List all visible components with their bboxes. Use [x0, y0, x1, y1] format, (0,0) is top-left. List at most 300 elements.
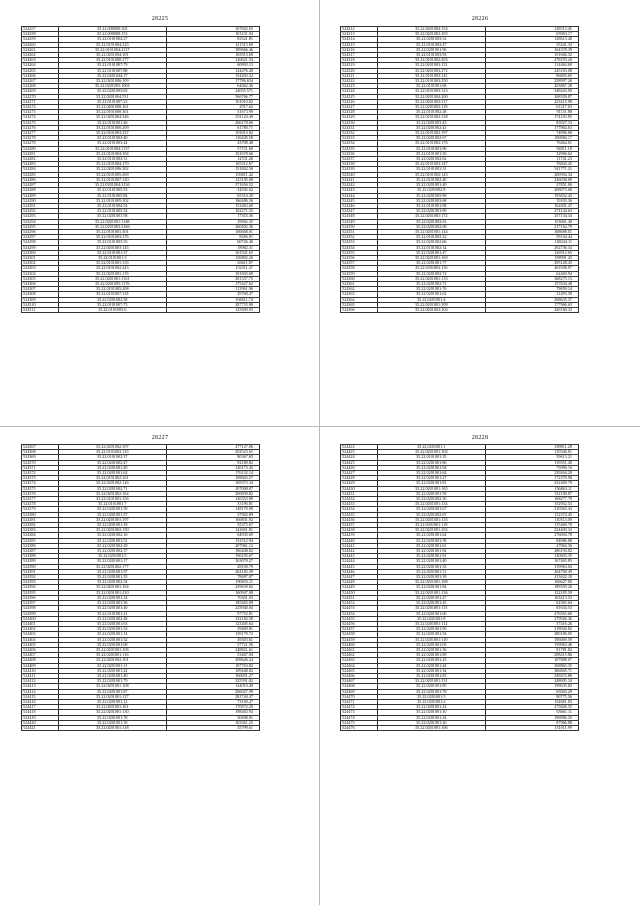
row-number-cell: 524342 [341, 183, 378, 188]
row-number-cell: 524307 [22, 287, 59, 292]
row-number-cell: 524282 [22, 157, 59, 162]
value-cell: 76301.03 [167, 595, 260, 600]
cadastral-number-cell: 35.22.0201003:145 [58, 245, 166, 250]
value-cell: 11741.23 [486, 157, 579, 162]
value-cell: 166486.36 [167, 198, 260, 203]
cadastral-number-cell: 35.22.0201001:106 [377, 725, 485, 730]
table-row [22, 307, 260, 312]
value-cell: 33196.81 [167, 502, 260, 507]
cadastral-number-cell: 35.22.0201001:78 [58, 715, 166, 720]
cadastral-number-cell: 35.22.0201001:49 [58, 673, 166, 678]
value-cell: 168688.01 [486, 229, 579, 234]
statement-table [340, 26, 579, 313]
cadastral-number-cell: 35.22.0201001:138 [58, 725, 166, 730]
row-number-cell: 524269 [22, 89, 59, 94]
row-number-cell: 524300 [22, 250, 59, 255]
row-number-cell: 524286 [22, 177, 59, 182]
value-cell: 43708.48 [167, 141, 260, 146]
row-number-cell: 524458 [341, 632, 378, 637]
cadastral-number-cell: 35.22.0101002:128 [377, 115, 485, 120]
row-number-cell: 524464 [341, 663, 378, 668]
value-cell: 142661.81 [167, 528, 260, 533]
cadastral-number-cell: 35.22.0101005:208 [58, 287, 166, 292]
row-number-cell: 524261 [22, 47, 59, 52]
value-cell: 97752.81 [167, 611, 260, 616]
cadastral-number-cell: 35.22.0201003:272 [377, 68, 485, 73]
value-cell: 401938.97 [486, 266, 579, 271]
row-number-cell: 524328 [341, 110, 378, 115]
value-cell: 57721.56 [167, 642, 260, 647]
value-cell: 196986.25 [486, 715, 579, 720]
cadastral-number-cell: 35.22.0201002:104 [377, 307, 485, 312]
value-cell: 31673.99 [167, 110, 260, 115]
cadastral-number-cell: 35.22.0201001:31 [58, 538, 166, 543]
cadastral-number-cell: 35.22.0201001:35 [58, 575, 166, 580]
cadastral-number-cell: 35.22.0201001:47 [377, 250, 485, 255]
value-cell: 163078.27 [167, 559, 260, 564]
cadastral-number-cell: 35.22.0201001:210 [58, 590, 166, 595]
row-number-cell: 524398 [22, 606, 59, 611]
value-cell: 165312.67 [167, 162, 260, 167]
cadastral-number-cell: 35.22.0201001:197 [58, 517, 166, 522]
row-number-cell: 524340 [341, 172, 378, 177]
value-cell: 61317.63 [486, 105, 579, 110]
row-number-cell: 524361 [341, 281, 378, 286]
row-number-cell: 524409 [22, 663, 59, 668]
value-cell: 115469.78 [486, 523, 579, 528]
value-cell: 177966.63 [486, 302, 579, 307]
value-cell: 152311.47 [167, 266, 260, 271]
cadastral-number-cell: 35.22.0201001:10 [377, 710, 485, 715]
row-number-cell: 524442 [341, 549, 378, 554]
cadastral-number-cell: 35.22.0201002:66 [377, 240, 485, 245]
row-number-cell: 524382 [22, 523, 59, 528]
cadastral-number-cell: 35.22.0101007:120 [58, 177, 166, 182]
row-number-cell: 524301 [22, 255, 59, 260]
row-number-cell: 524447 [341, 575, 378, 580]
cadastral-number-cell: 35.22.0201001:14 [58, 632, 166, 637]
cadastral-number-cell: 35.22.0101003:123 [377, 89, 485, 94]
value-cell: 17353.36 [167, 214, 260, 219]
cadastral-number-cell: 35.22.0101003:141 [377, 73, 485, 78]
cadastral-number-cell: 35.22.0101005:269 [58, 172, 166, 177]
value-cell: 148244.11 [486, 240, 579, 245]
value-cell: 100084.17 [486, 136, 579, 141]
row-number-cell: 524349 [341, 219, 378, 224]
row-number-cell: 524388 [22, 554, 59, 559]
row-number-cell: 524266 [22, 73, 59, 78]
row-number-cell: 524260 [22, 42, 59, 47]
cadastral-number-cell: 35.22.0101007:118 [58, 292, 166, 297]
value-cell: 60726.40 [167, 240, 260, 245]
row-number-cell: 524440 [341, 538, 378, 543]
row-number-cell: 524385 [22, 538, 59, 543]
row-number-cell: 524306 [22, 281, 59, 286]
value-cell: 2917.62 [167, 105, 260, 110]
value-cell: 63661.11 [486, 710, 579, 715]
row-number-cell: 524415 [22, 694, 59, 699]
cadastral-number-cell: 35.22.0201001:32 [58, 637, 166, 642]
value-cell: 152182.58 [167, 616, 260, 621]
cadastral-number-cell: 35.22.0201001:57 [58, 512, 166, 517]
value-cell: 29962.35 [167, 219, 260, 224]
cadastral-number-cell: 35.22.0201004:346 [58, 115, 166, 120]
value-cell: 35241.33 [486, 42, 579, 47]
row-number-cell: 524257 [22, 27, 59, 32]
value-cell: 162401.47 [486, 203, 579, 208]
cadastral-number-cell: 35.22.0101001:35 [377, 455, 485, 460]
cadastral-number-cell: 35.22.0201001:89 [377, 653, 485, 658]
row-number-cell: 524462 [341, 653, 378, 658]
value-cell: 60993.13 [167, 63, 260, 68]
cadastral-number-cell: 35.22.0201001:81 [377, 481, 485, 486]
page-number-title: 28227 [151, 435, 169, 441]
row-number-cell: 524439 [341, 533, 378, 538]
row-number-cell: 524381 [22, 517, 59, 522]
cadastral-number-cell: 35.22.0201001:160 [377, 255, 485, 260]
row-number-cell: 524457 [341, 627, 378, 632]
value-cell: 245103.08 [486, 68, 579, 73]
row-number-cell: 524445 [341, 564, 378, 569]
row-number-cell: 524262 [22, 53, 59, 58]
row-number-cell: 524468 [341, 684, 378, 689]
value-cell: 159063.46 [486, 642, 579, 647]
row-number-cell: 524417 [22, 705, 59, 710]
row-number-cell: 524475 [341, 720, 378, 725]
value-cell: 94011.18 [486, 146, 579, 151]
cadastral-number-cell: 35.22.0201005:89 [377, 193, 485, 198]
value-cell: 80367.65 [167, 455, 260, 460]
value-cell: 207961.12 [167, 543, 260, 548]
cadastral-number-cell: 35.22.0201001:44 [377, 663, 485, 668]
cadastral-number-cell: 35.22.0101004:54 [58, 203, 166, 208]
cadastral-number-cell: 35.22.0201001:33 [58, 627, 166, 632]
cadastral-number-cell: 35.22.0201001:115 [377, 606, 485, 611]
row-number-cell: 524360 [341, 276, 378, 281]
value-cell: 53467.94 [167, 653, 260, 658]
row-number-cell: 524375 [22, 486, 59, 491]
value-cell: 74996.60 [486, 131, 579, 136]
value-cell: 8266.01 [167, 235, 260, 240]
cadastral-number-cell: 35.22.0201001:5 [58, 554, 166, 559]
value-cell: 121315.69 [167, 42, 260, 47]
cadastral-number-cell: 35.22.0201001:86 [377, 460, 485, 465]
cadastral-number-cell: 35.22.0201004:200 [377, 94, 485, 99]
row-number-cell: 524308 [22, 292, 59, 297]
value-cell: 478193.26 [486, 58, 579, 63]
cadastral-number-cell: 35.22.0201001:95 [377, 627, 485, 632]
value-cell: 101231.94 [167, 32, 260, 37]
cadastral-number-cell: 35.22.0201001:92 [377, 549, 485, 554]
row-number-cell: 524465 [341, 668, 378, 673]
value-cell: 107008.07 [167, 486, 260, 491]
row-number-cell: 524362 [341, 287, 378, 292]
cadastral-number-cell: 35.22.0201003:52 [377, 37, 485, 42]
row-number-cell: 524419 [22, 715, 59, 720]
value-cell: 154493.32 [167, 73, 260, 78]
row-number-cell: 524374 [22, 481, 59, 486]
value-cell: 163361.25 [167, 720, 260, 725]
row-number-cell: 524326 [341, 99, 378, 104]
cadastral-number-cell: 35.22.0101005:102 [58, 198, 166, 203]
row-number-cell: 524333 [341, 136, 378, 141]
value-cell: 203867.28 [486, 84, 579, 89]
cadastral-number-cell: 35.22.0201001:165 [377, 486, 485, 491]
cadastral-number-cell: 35.22.0201001:20 [377, 720, 485, 725]
cadastral-number-cell: 35.22.0101003:31 [58, 157, 166, 162]
value-cell: 160947.08 [167, 590, 260, 595]
cadastral-number-cell: 35.22.0201003:65 [58, 89, 166, 94]
value-cell: 348443.09 [486, 89, 579, 94]
row-number-cell: 524265 [22, 68, 59, 73]
row-number-cell: 524407 [22, 653, 59, 658]
row-number-cell: 524376 [22, 491, 59, 496]
row-number-cell: 524297 [22, 235, 59, 240]
value-cell: 246038.00 [486, 177, 579, 182]
row-number-cell: 524405 [22, 642, 59, 647]
row-number-cell: 524449 [341, 585, 378, 590]
cadastral-number-cell: 35.22.0101002:243 [58, 266, 166, 271]
row-number-cell: 524258 [22, 32, 59, 37]
cadastral-number-cell: 35.22.0201001:24 [377, 715, 485, 720]
value-cell: 110513.09 [486, 517, 579, 522]
value-cell: 39409.81 [167, 627, 260, 632]
cadastral-number-cell: 35.22.0201001:64 [377, 471, 485, 476]
row-number-cell: 524434 [341, 507, 378, 512]
cadastral-number-cell: 35.22.0201001:87 [58, 689, 166, 694]
cadastral-number-cell: 35.22.0201001:131 [377, 679, 485, 684]
value-cell: 206027.99 [167, 689, 260, 694]
value-cell: 224403.33 [486, 528, 579, 533]
cadastral-number-cell: 35.22.0201002:47 [58, 460, 166, 465]
row-number-cell: 524402 [22, 627, 59, 632]
cadastral-number-cell: 35.22.0201002:8 [377, 188, 485, 193]
row-number-cell: 524271 [22, 99, 59, 104]
cadastral-number-cell: 35.22.0201001:40 [377, 183, 485, 188]
value-cell: 116445.58 [167, 136, 260, 141]
row-number-cell: 524280 [22, 146, 59, 151]
value-cell: 30498.81 [167, 715, 260, 720]
value-cell: 541771.21 [486, 167, 579, 172]
cadastral-number-cell: 35.22.0201001:17 [58, 559, 166, 564]
cadastral-number-cell: 35.22.0201001:67 [377, 507, 485, 512]
value-cell: 168339.87 [486, 94, 579, 99]
row-number-cell: 524474 [341, 715, 378, 720]
cadastral-number-cell: 35.22.0201001:104 [377, 450, 485, 455]
cadastral-number-cell: 35.22.0101002:110 [58, 450, 166, 455]
value-cell: 275826.55 [486, 705, 579, 710]
row-number-cell: 524319 [341, 63, 378, 68]
value-cell: 79659.14 [486, 287, 579, 292]
value-cell: 389666.46 [167, 47, 260, 52]
row-number-cell: 524422 [341, 445, 378, 450]
value-cell: 202523.61 [167, 450, 260, 455]
cadastral-number-cell: 35.22.0101002:203 [377, 58, 485, 63]
row-number-cell: 524451 [341, 595, 378, 600]
cadastral-number-cell: 35.22.0201001:33 [377, 564, 485, 569]
cadastral-number-cell: 35.22.0201002:37 [58, 549, 166, 554]
row-number-cell: 524366 [341, 307, 378, 312]
cadastral-number-cell: 35.22.0201001:102 [377, 528, 485, 533]
value-cell: 167465.85 [486, 559, 579, 564]
row-number-cell: 524371 [22, 465, 59, 470]
cadastral-number-cell: 35.22.0201002:67 [377, 512, 485, 517]
row-number-cell: 524368 [22, 450, 59, 455]
value-cell: 187763.82 [167, 663, 260, 668]
value-cell: 76464.01 [486, 141, 579, 146]
value-cell: 84686.88 [486, 538, 579, 543]
value-cell: 104611.74 [167, 297, 260, 302]
row-number-cell: 524348 [341, 214, 378, 219]
value-cell: 86693.65 [486, 73, 579, 78]
value-cell: 185265.09 [167, 601, 260, 606]
row-number-cell: 524406 [22, 647, 59, 652]
value-cell: 169663.57 [167, 476, 260, 481]
cadastral-number-cell: 35.22.0201002:71 [377, 281, 485, 286]
cadastral-number-cell: 35.22.0201003:131 [377, 63, 485, 68]
value-cell: 83321.81 [167, 37, 260, 42]
cadastral-number-cell: 35.22.0101002:14 [377, 245, 485, 250]
cadastral-number-cell: 35.22.0201003:317 [377, 99, 485, 104]
row-number-cell: 524393 [22, 580, 59, 585]
cadastral-number-cell: 35.22.0201044:17 [58, 73, 166, 78]
row-number-cell: 524354 [341, 245, 378, 250]
value-cell: 12531.26 [167, 157, 260, 162]
row-number-cell: 524430 [341, 486, 378, 491]
cadastral-number-cell: 35.22.0201001:40 [58, 606, 166, 611]
cadastral-number-cell: 35.22.0201001:106 [58, 647, 166, 652]
value-cell: 35375.67 [167, 523, 260, 528]
row-number-cell: 524392 [22, 575, 59, 580]
page-number-title: 28226 [471, 16, 489, 22]
value-cell: 172379.98 [486, 476, 579, 481]
value-cell: 371656.52 [167, 183, 260, 188]
cadastral-number-cell: 35.22.0201001:144 [377, 229, 485, 234]
value-cell: 238907.26 [486, 79, 579, 84]
cadastral-number-cell: 35.22.0201001:112 [377, 621, 485, 626]
cadastral-number-cell: 35.22.0101007:73 [58, 302, 166, 307]
value-cell: 281357.75 [167, 276, 260, 281]
cadastral-number-cell: 35.22.0101002:40 [377, 177, 485, 182]
value-cell: 156863.11 [486, 486, 579, 491]
cadastral-number-cell: 35.22.0101004:27 [58, 37, 166, 42]
table-row [341, 307, 579, 312]
row-number-cell: 524313 [341, 32, 378, 37]
cadastral-number-cell: 35.22.0101004:170 [58, 162, 166, 167]
row-number-cell: 524460 [341, 642, 378, 647]
row-number-cell: 524334 [341, 141, 378, 146]
row-number-cell: 524310 [22, 302, 59, 307]
row-number-cell: 524390 [22, 564, 59, 569]
row-number-cell: 524355 [341, 250, 378, 255]
cadastral-number-cell: 35.22.0201001:76 [377, 287, 485, 292]
cadastral-number-cell: 35.22.0201004:154 [377, 27, 485, 32]
cadastral-number-cell: 35.22.0101001:21 [58, 611, 166, 616]
row-number-cell: 524296 [22, 229, 59, 234]
value-cell: 257134.34 [486, 214, 579, 219]
row-number-cell: 524404 [22, 637, 59, 642]
page-divider-vertical [319, 0, 320, 905]
row-number-cell: 524438 [341, 528, 378, 533]
value-cell: 251124.49 [167, 115, 260, 120]
row-number-cell: 524267 [22, 79, 59, 84]
value-cell: 37416.26 [486, 621, 579, 626]
value-cell: 426160.32 [486, 307, 579, 312]
cadastral-number-cell: 35.22.0201001:58 [377, 538, 485, 543]
cadastral-number-cell: 35.22.0201002:54 [58, 580, 166, 585]
row-number-cell: 524264 [22, 63, 59, 68]
row-number-cell: 524472 [341, 705, 378, 710]
row-number-cell: 524379 [22, 507, 59, 512]
table-row [341, 725, 579, 730]
row-number-cell: 524305 [22, 276, 59, 281]
value-cell: 65004.29 [486, 689, 579, 694]
cadastral-number-cell: 35.22.0201001:45 [377, 601, 485, 606]
row-number-cell: 524365 [341, 302, 378, 307]
statement-table [21, 26, 260, 313]
value-cell: 128513.45 [486, 27, 579, 32]
cadastral-number-cell: 35.22.0101004:1157 [58, 146, 166, 151]
row-number-cell: 524284 [22, 167, 59, 172]
row-number-cell: 524330 [341, 120, 378, 125]
row-number-cell: 524373 [22, 476, 59, 481]
cadastral-number-cell: 35.22.0101005:34 [58, 209, 166, 214]
value-cell: 32966.62 [486, 151, 579, 156]
value-cell: 125690.93 [167, 307, 260, 312]
row-number-cell: 524425 [341, 460, 378, 465]
cadastral-number-cell: 35.22.0201002:41 [377, 125, 485, 130]
row-number-cell: 524427 [341, 471, 378, 476]
value-cell: 18982.31 [167, 245, 260, 250]
page-divider-horizontal [0, 426, 640, 427]
value-cell: 186069.59 [486, 637, 579, 642]
value-cell: 186448.82 [167, 549, 260, 554]
cadastral-number-cell: 35.22.0101001:68 [377, 84, 485, 89]
row-number-cell: 524337 [341, 157, 378, 162]
value-cell: 62460.94 [486, 271, 579, 276]
cadastral-number-cell: 35.22.0101002:37 [58, 455, 166, 460]
cadastral-number-cell: 35.22.0101001:98 [377, 203, 485, 208]
value-cell: 198463.94 [167, 710, 260, 715]
row-number-cell: 524431 [341, 491, 378, 496]
cadastral-number-cell: 35.22.0101003:93 [377, 53, 485, 58]
cadastral-number-cell: 35.22.0201001:118 [377, 523, 485, 528]
value-cell: 151842.56 [167, 167, 260, 172]
value-cell: 566766.77 [167, 94, 260, 99]
value-cell: 63963.17 [486, 32, 579, 37]
value-cell: 91151.88 [486, 110, 579, 115]
value-cell: 266178.66 [167, 120, 260, 125]
value-cell: 274144.63 [486, 209, 579, 214]
row-number-cell: 524274 [22, 115, 59, 120]
row-number-cell: 524293 [22, 214, 59, 219]
value-cell: 29768.47 [167, 292, 260, 297]
value-cell: 125105.08 [167, 177, 260, 182]
cadastral-number-cell: 35.22.0201001:34 [377, 668, 485, 673]
row-number-cell: 524397 [22, 601, 59, 606]
row-number-cell: 524394 [22, 585, 59, 590]
value-cell: 368863.35 [486, 663, 579, 668]
value-cell: 59613.21 [486, 455, 579, 460]
value-cell: 287755.98 [167, 302, 260, 307]
cadastral-number-cell: 35.22.0201001:136 [377, 590, 485, 595]
cadastral-number-cell: 35.22.0201001:36 [377, 647, 485, 652]
cadastral-number-cell: 35.22.000000:153 [58, 32, 166, 37]
cadastral-number-cell: 35.22.0101001:301 [58, 229, 166, 234]
value-cell: 163413.53 [486, 595, 579, 600]
cadastral-number-cell: 35.22.0101003:40 [58, 136, 166, 141]
row-number-cell: 524357 [341, 261, 378, 266]
